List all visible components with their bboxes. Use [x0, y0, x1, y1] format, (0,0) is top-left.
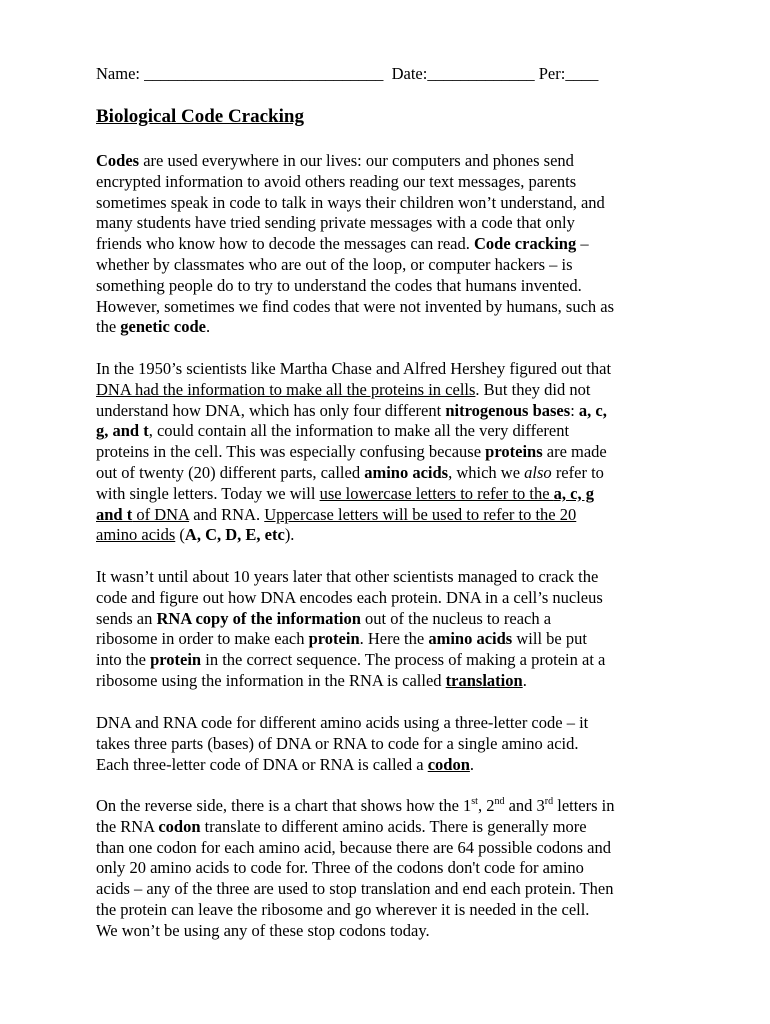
text-line: It wasn’t until about 10 years later that other scientists managed to crack the: [96, 567, 599, 586]
text-line: many students have tried sending private messages with a code that only: [96, 213, 575, 233]
text-line: understand how DNA, which has only four different nitrogenous bases: a, c,: [96, 400, 607, 420]
text-line: friends who know how to decode the messages can read. Code cracking –: [96, 234, 589, 254]
text-line: acids – any of the three are used to stop translation and end each protein. Then: [96, 879, 614, 899]
text-line: Codes are used everywhere in our lives: our computers and phones send: [96, 151, 574, 170]
text-line: ribosome using the information in the RNA is called translation.: [96, 670, 527, 690]
date-label: Date:: [391, 64, 428, 83]
text-line: DNA and RNA code for different amino acids using a three-letter code – it: [96, 713, 589, 732]
text-line: code and figure out how DNA encodes each protein. DNA in a cell’s nucleus: [96, 587, 603, 607]
text-line: into the protein in the correct sequence. The process of making a protein at a: [96, 650, 606, 670]
per-label: Per:: [538, 64, 566, 83]
text-line: proteins in the cell. This was especially confusing because proteins are made: [96, 442, 607, 462]
text-line: the RNA codon translate to different amino acids. There is generally more: [96, 816, 587, 836]
text-line: Each three-letter code of DNA or RNA is called a codon.: [96, 754, 475, 774]
text-line: and t of DNA and RNA. Uppercase letters will be used to refer to the 20: [96, 504, 577, 524]
text-line: g, and t, could contain all the information to make all the very different: [96, 421, 570, 441]
paragraph-translation: [96, 567, 656, 692]
text-line: the genetic code.: [96, 317, 211, 337]
paragraph-codes: [96, 151, 656, 338]
text-line: with single letters. Today we will use lowercase letters to refer to the a, c, g: [96, 483, 594, 503]
header-line: [96, 64, 598, 84]
per-blank: ____: [565, 64, 599, 83]
text-line: On the reverse side, there is a chart that shows how the 1st, 2nd and 3rd letters in: [96, 795, 615, 815]
text-line: DNA had the information to make all the proteins in cells. But they did not: [96, 379, 591, 399]
text-line: We won’t be using any of these stop codons today.: [96, 920, 430, 940]
text-line: sends an RNA copy of the information out of the nucleus to reach a: [96, 608, 552, 628]
text-line: In the 1950’s scientists like Martha Chase and Alfred Hershey figured out that: [96, 359, 612, 378]
text-line: the protein can leave the ribosome and go wherever it is needed in the cell.: [96, 899, 590, 919]
text-line: amino acids (A, C, D, E, etc).: [96, 525, 295, 545]
paragraph-dna-history: [96, 359, 656, 546]
text-line: only 20 amino acids to code for. Three of the codons don't code for amino: [96, 858, 584, 878]
text-line: than one codon for each amino acid, because there are 64 possible codons and: [96, 837, 611, 857]
name-blank: _____________________________: [144, 64, 384, 83]
paragraph-codon: [96, 713, 656, 775]
page-title: Biological Code Cracking: [96, 106, 304, 127]
text-line: something people do to try to understand the codes that humans invented.: [96, 275, 582, 295]
text-line: However, sometimes we find codes that were not invented by humans, such as: [96, 296, 615, 316]
date-blank: _____________: [427, 64, 535, 83]
text-line: whether by classmates who are out of the loop, or computer hackers – is: [96, 254, 573, 274]
text-line: sometimes speak in code to talk in ways their children won’t understand, and: [96, 192, 605, 212]
text-line: takes three parts (bases) of DNA or RNA to code for a single amino acid.: [96, 733, 579, 753]
text-line: encrypted information to avoid others reading our text messages, parents: [96, 171, 577, 191]
name-label: Name:: [96, 64, 140, 83]
text-line: out of twenty (20) different parts, called amino acids, which we also refer to: [96, 462, 604, 482]
paragraph-reverse-side: [96, 796, 656, 942]
text-line: ribosome in order to make each protein. Here the amino acids will be put: [96, 629, 587, 649]
